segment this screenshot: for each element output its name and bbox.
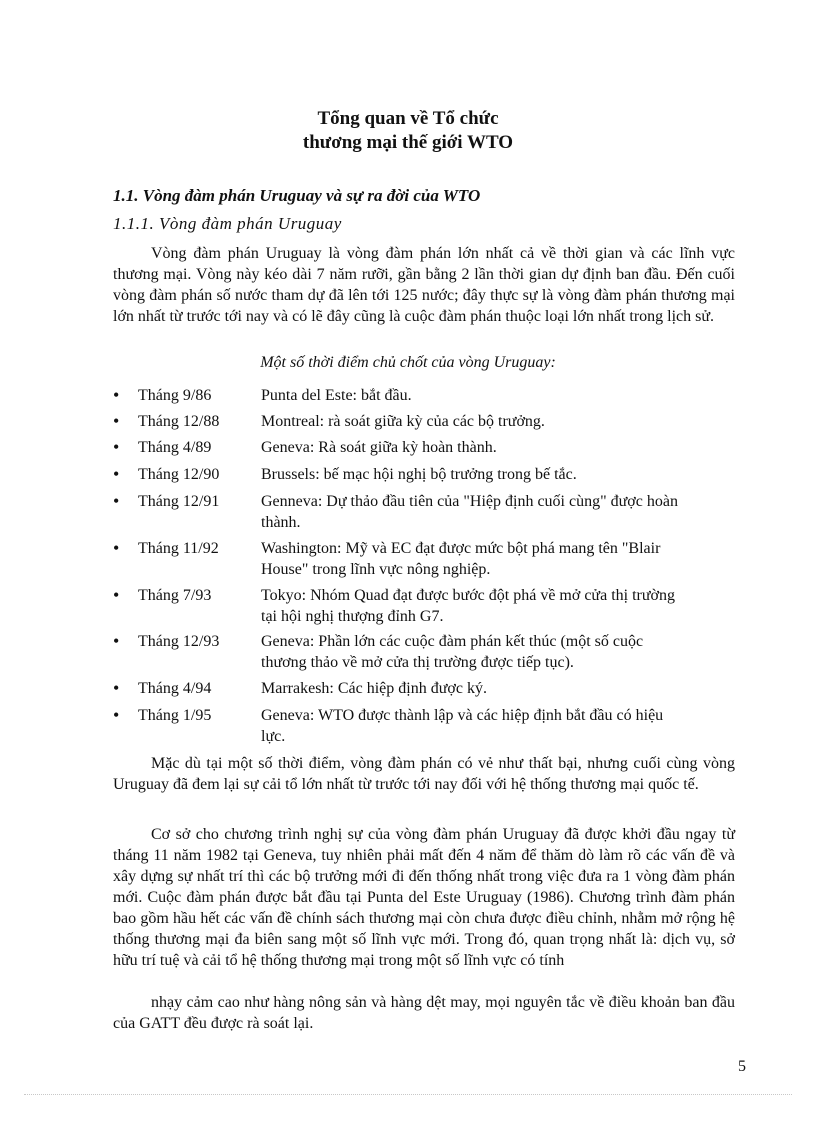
bullet-icon: • xyxy=(113,631,120,651)
timeline-event: Genneva: Dự thảo đầu tiên của "Hiệp định cuối cùng" được hoàn thành. xyxy=(261,493,678,531)
bullet-icon: • xyxy=(113,705,120,725)
section-heading: 1.1. Vòng đàm phán Uruguay và sự ra đời của WTO xyxy=(113,186,481,205)
bullet-icon: • xyxy=(113,538,120,558)
timeline-event: Brussels: bế mạc hội nghị bộ trưởng trong bế tắc. xyxy=(261,466,577,483)
timeline-date: Tháng 12/90 xyxy=(138,466,220,483)
timeline-event: Tokyo: Nhóm Quad đạt được bước đột phá về mở cửa thị trường tại hội nghị thượng đỉnh G7. xyxy=(261,587,675,625)
paragraph-3: Cơ sở cho chương trình nghị sự của vòng đàm phán Uruguay đã được khởi đầu ngay từ tháng 11 năm 1982 tại Geneva, tuy nhiên phải mất đến 4 năm để thăm dò làm rõ các vấn đề và xây dựng sự nhất trí thì các bộ trưởng mới đi đến thống nhất trong việc đưa ra 1 vòng đàm phán mới. Cuộc đàm phán được bắt đầu tại Punta del Este Uruguay (1986). Chương trình đàm phán bao gồm hầu hết các vấn đề chính sách thương mại còn chưa được điều chỉnh, nhằm mở rộng hệ thống thương mại đa biên sang một số lĩnh vực mới. Trong đó, quan trọng nhất là: dịch vụ, sở hữu trí tuệ và cải tổ hệ thống thương mại trong một số lĩnh vực có tính xyxy=(113,826,735,969)
bullet-icon: • xyxy=(113,491,120,511)
timeline-event: Montreal: rà soát giữa kỳ của các bộ trưởng. xyxy=(261,413,545,430)
timeline-event: Punta del Este: bắt đầu. xyxy=(261,387,412,404)
bullet-icon: • xyxy=(113,464,120,484)
timeline-date: Tháng 11/92 xyxy=(138,540,219,557)
timeline-event: Geneva: WTO được thành lập và các hiệp định bắt đầu có hiệu lực. xyxy=(261,707,664,745)
intro-paragraph: Vòng đàm phán Uruguay là vòng đàm phán lớn nhất cả về thời gian và các lĩnh vực thương mại. Vòng này kéo dài 7 năm rưỡi, gần bằng 2 lần thời gian dự định ban đầu. Đến cuối vòng đàm phán số nước tham dự đã lên tới 125 nước; đây thực sự là vòng đàm phán thương mại lớn nhất từ trước tới nay và có lẽ đây cũng là cuộc đàm phán thuộc loại lớn nhất trong lịch sử. xyxy=(113,245,735,325)
bullet-icon: • xyxy=(113,411,120,431)
bullet-icon: • xyxy=(113,585,120,605)
timeline-date: Tháng 12/93 xyxy=(138,633,220,650)
paragraph-4: nhạy cảm cao như hàng nông sản và hàng dệt may, mọi nguyên tắc về điều khoản ban đầu của GATT đều được rà soát lại. xyxy=(113,994,735,1032)
timeline-caption: Một số thời điểm chủ chốt của vòng Uruguay: xyxy=(260,354,556,371)
timeline-date: Tháng 9/86 xyxy=(138,387,212,404)
timeline-date: Tháng 7/93 xyxy=(138,587,212,604)
document-title-line-2: thương mại thế giới WTO xyxy=(302,132,514,153)
subsection-heading: 1.1.1. Vòng đàm phán Uruguay xyxy=(113,214,342,233)
timeline-event: Geneva: Rà soát giữa kỳ hoàn thành. xyxy=(261,439,497,456)
bullet-icon: • xyxy=(113,385,120,405)
timeline-event: Washington: Mỹ và EC đạt được mức bột phá mang tên "Blair House" trong lĩnh vực nông nghiệp. xyxy=(261,540,661,578)
bullet-icon: • xyxy=(113,678,120,698)
document-title-line-1: Tổng quan về Tổ chức xyxy=(317,108,499,129)
timeline-date: Tháng 12/91 xyxy=(138,493,220,510)
page-number: 5 xyxy=(738,1058,746,1075)
bullet-icon: • xyxy=(113,437,120,457)
paragraph-2: Mặc dù tại một số thời điểm, vòng đàm phán có vẻ như thất bại, nhưng cuối cùng vòng Uruguay đã đem lại sự cải tổ lớn nhất từ trước tới nay đối với hệ thống thương mại quốc tế. xyxy=(113,755,735,793)
footer-divider xyxy=(24,1094,792,1095)
timeline-event: Marrakesh: Các hiệp định được ký. xyxy=(261,680,487,697)
timeline-date: Tháng 1/95 xyxy=(138,707,212,724)
timeline-event: Geneva: Phần lớn các cuộc đàm phán kết thúc (một số cuộc thương thảo về mở cửa thị trường được tiếp tục). xyxy=(261,633,644,671)
timeline-date: Tháng 4/94 xyxy=(138,680,212,697)
timeline-date: Tháng 12/88 xyxy=(138,413,220,430)
timeline-date: Tháng 4/89 xyxy=(138,439,212,456)
